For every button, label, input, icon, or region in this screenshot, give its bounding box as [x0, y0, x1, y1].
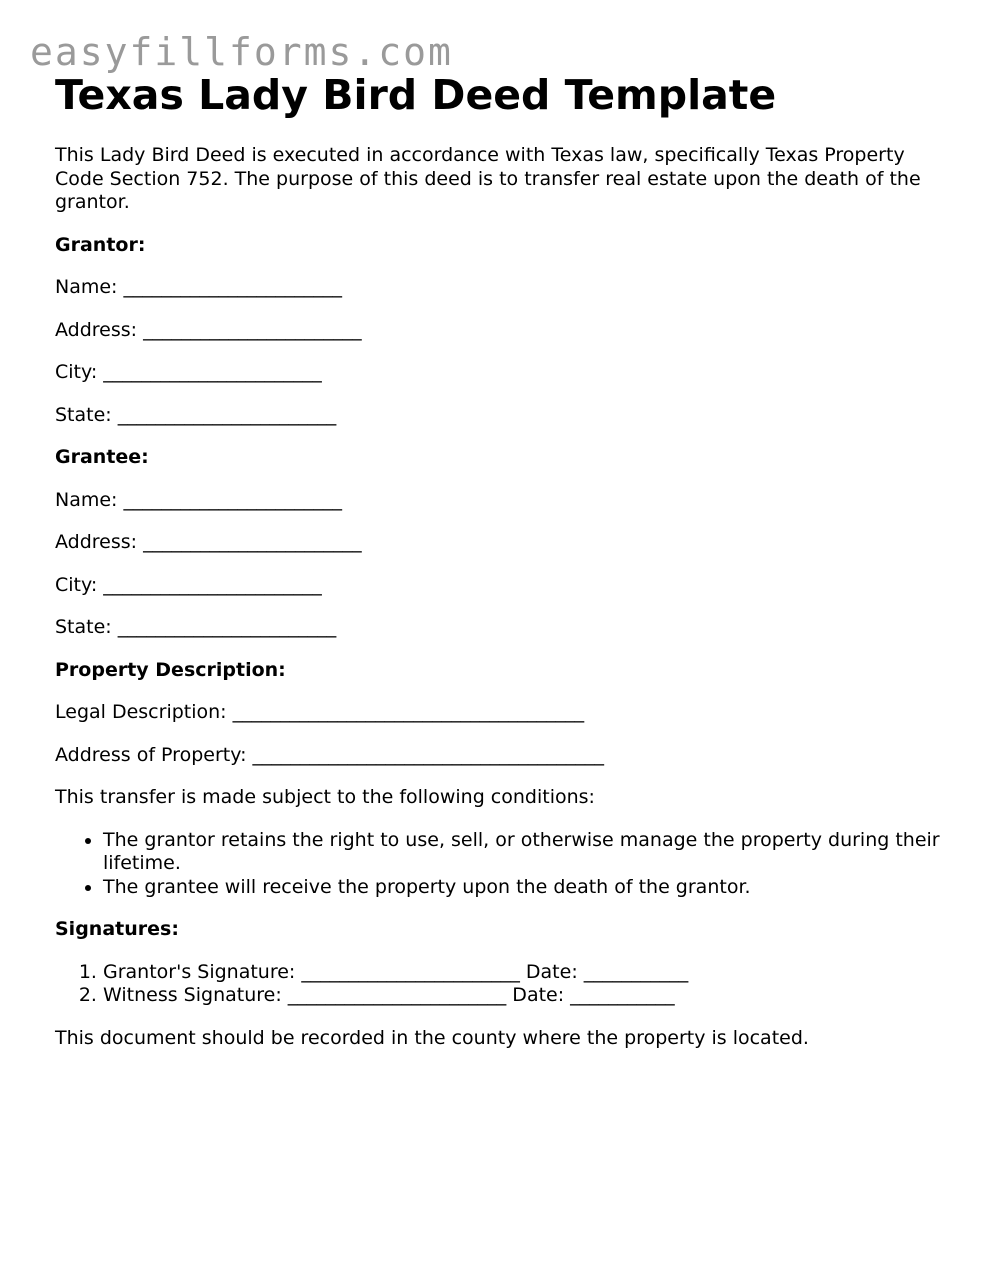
document-body: [55, 70, 955, 1050]
conditions-list: [55, 829, 955, 900]
grantee-city-field: City: _______________________: [55, 573, 322, 596]
grantee-name-field: Name: _______________________: [55, 488, 342, 511]
grantor-city-field: City: _______________________: [55, 361, 322, 383]
list-item: • The grantor retains the right to use, sell, or otherwise manage the property during their lifetime.: [103, 829, 955, 876]
property-address-field: Address of Property: _____________________________________: [55, 743, 605, 766]
grantee-address-field: Address: _______________________: [55, 531, 362, 553]
grantor-heading: Grantor:: [55, 233, 146, 256]
grantee-state-field: State: _______________________: [55, 616, 337, 638]
recording-note: This document should be recorded in the county where the property is located.: [55, 1026, 809, 1049]
grantee-heading: Grantee:: [55, 446, 149, 468]
grantor-state-field: State: _______________________: [55, 403, 337, 426]
legal-description-field: Legal Description: _____________________________________: [55, 701, 585, 723]
intro-paragraph: This Lady Bird Deed is executed in accordance with Texas law, specifically Texas Property Code Section 752. The purpose of this deed is to transfer real estate upon the death of the grantor.: [55, 144, 921, 213]
list-item: • The grantee will receive the property upon the death of the grantor.: [103, 876, 955, 900]
grantor-signature-line: 1. Grantor's Signature: _______________________ Date: ___________: [103, 961, 955, 985]
property-heading: Property Description:: [55, 658, 286, 681]
grantor-address-field: Address: _______________________: [55, 318, 362, 341]
witness-signature-line: 2. Witness Signature: _______________________ Date: ___________: [103, 984, 955, 1008]
conditions-intro: This transfer is made subject to the following conditions:: [55, 786, 595, 808]
page-title: Texas Lady Bird Deed Template: [55, 71, 777, 119]
watermark: easyfillforms.com: [30, 30, 453, 74]
signatures-heading: Signatures:: [55, 918, 179, 940]
signatures-list: [55, 961, 955, 1008]
grantor-name-field: Name: _______________________: [55, 276, 342, 298]
